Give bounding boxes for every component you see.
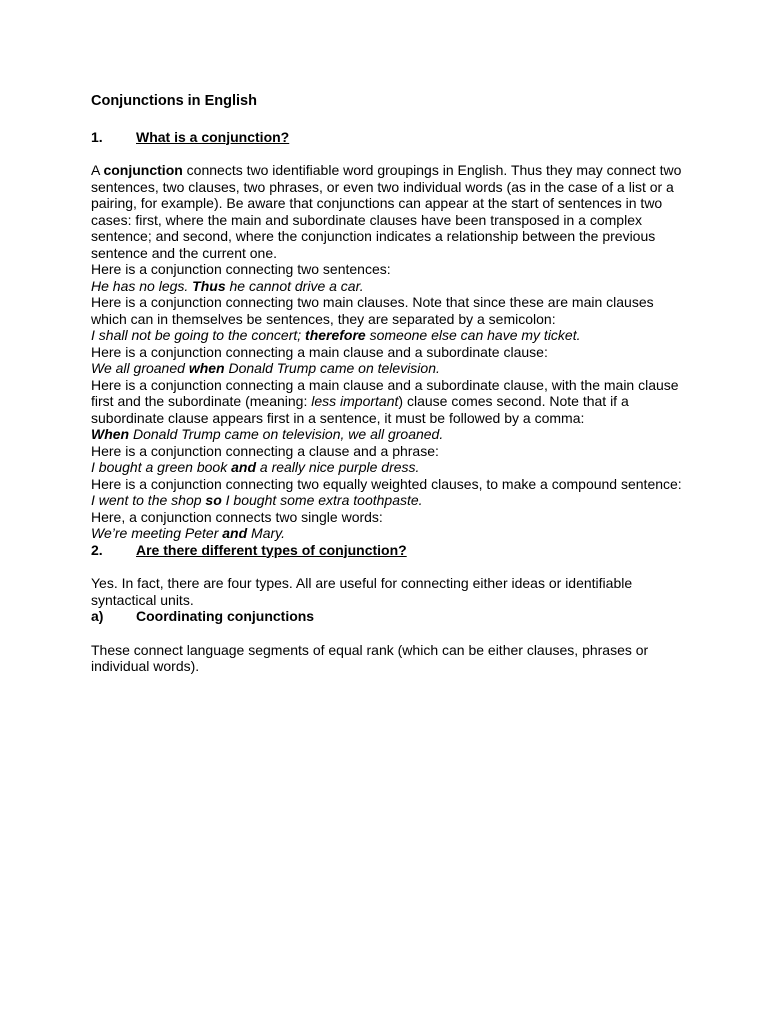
example-sentence: I bought a green book and a really nice purple dress. [91,459,420,475]
paragraph: Here is a conjunction connecting a main clause and a subordinate clause, with the main clause first and the subordinate (meaning: less important) clause comes second. Note that if a subordinate clause appears first in a sentence, it must be followed by a comma: [91,376,679,426]
document-title: Conjunctions in English [91,93,257,109]
example-conjunction: when [188,360,225,376]
section-number: 2. [91,541,103,558]
paragraph: Here is a conjunction connecting a main clause and a subordinate clause: [91,343,548,360]
document-page [91,93,691,675]
subsection-a-heading [91,608,691,625]
paragraph: Here is a conjunction connecting two equally weighted clauses, to make a compound sentence: [91,475,682,492]
example-conjunction: so [205,492,222,508]
example-conjunction: and [222,525,248,541]
paragraph: Here is a conjunction connecting a clause and a phrase: [91,442,439,459]
paragraph: These connect language segments of equal rank (which can be either clauses, phrases or individual words). [91,641,649,674]
subsection-letter: a) [91,608,104,624]
subsection-title: Coordinating conjunctions [136,608,315,624]
section-1-heading [91,129,691,146]
example-sentence: He has no legs. Thus he cannot drive a car. [91,277,364,294]
example-sentence: I shall not be going to the concert; therefore someone else can have my ticket. [91,327,581,343]
example-sentence: When Donald Trump came on television, we all groaned. [91,426,444,442]
paragraph: Here, a conjunction connects two single words: [91,508,383,525]
emphasis: less important [311,393,399,409]
example-conjunction: therefore [305,327,366,343]
intro-paragraph: A conjunction connects two identifiable word groupings in English. Thus they may connect two sentences, two clauses, two phrases, or even two individual words (as in the case of a list or a pairing, for example). Be aware that conjunctions can appear at the start of sentences in two cases: first, where the main and subordinate clauses have been transposed in a complex sentence; and second, where the conjunction indicates a relationship between the previous sentence and the current one. [91,162,682,261]
example-conjunction: Thus [192,277,226,294]
term-conjunction: conjunction [103,162,183,178]
section-number: 1. [91,128,103,145]
example-sentence: We’re meeting Peter and Mary. [91,525,285,541]
paragraph: Here is a conjunction connecting two sentences: [91,261,391,277]
example-conjunction: When [91,426,130,442]
paragraph: Yes. In fact, there are four types. All are useful for connecting either ideas or identifiable syntactical units. [91,575,633,608]
example-conjunction: and [231,459,256,475]
example-sentence: We all groaned when Donald Trump came on television. [91,360,440,376]
section-title: Are there different types of conjunction? [136,541,407,558]
section-2-heading [91,542,691,559]
section-title: What is a conjunction? [136,128,290,145]
example-sentence: I went to the shop so I bought some extra toothpaste. [91,492,423,508]
paragraph: Here is a conjunction connecting two main clauses. Note that since these are main clauses which can in themselves be sentences, they are separated by a semicolon: [91,294,654,327]
